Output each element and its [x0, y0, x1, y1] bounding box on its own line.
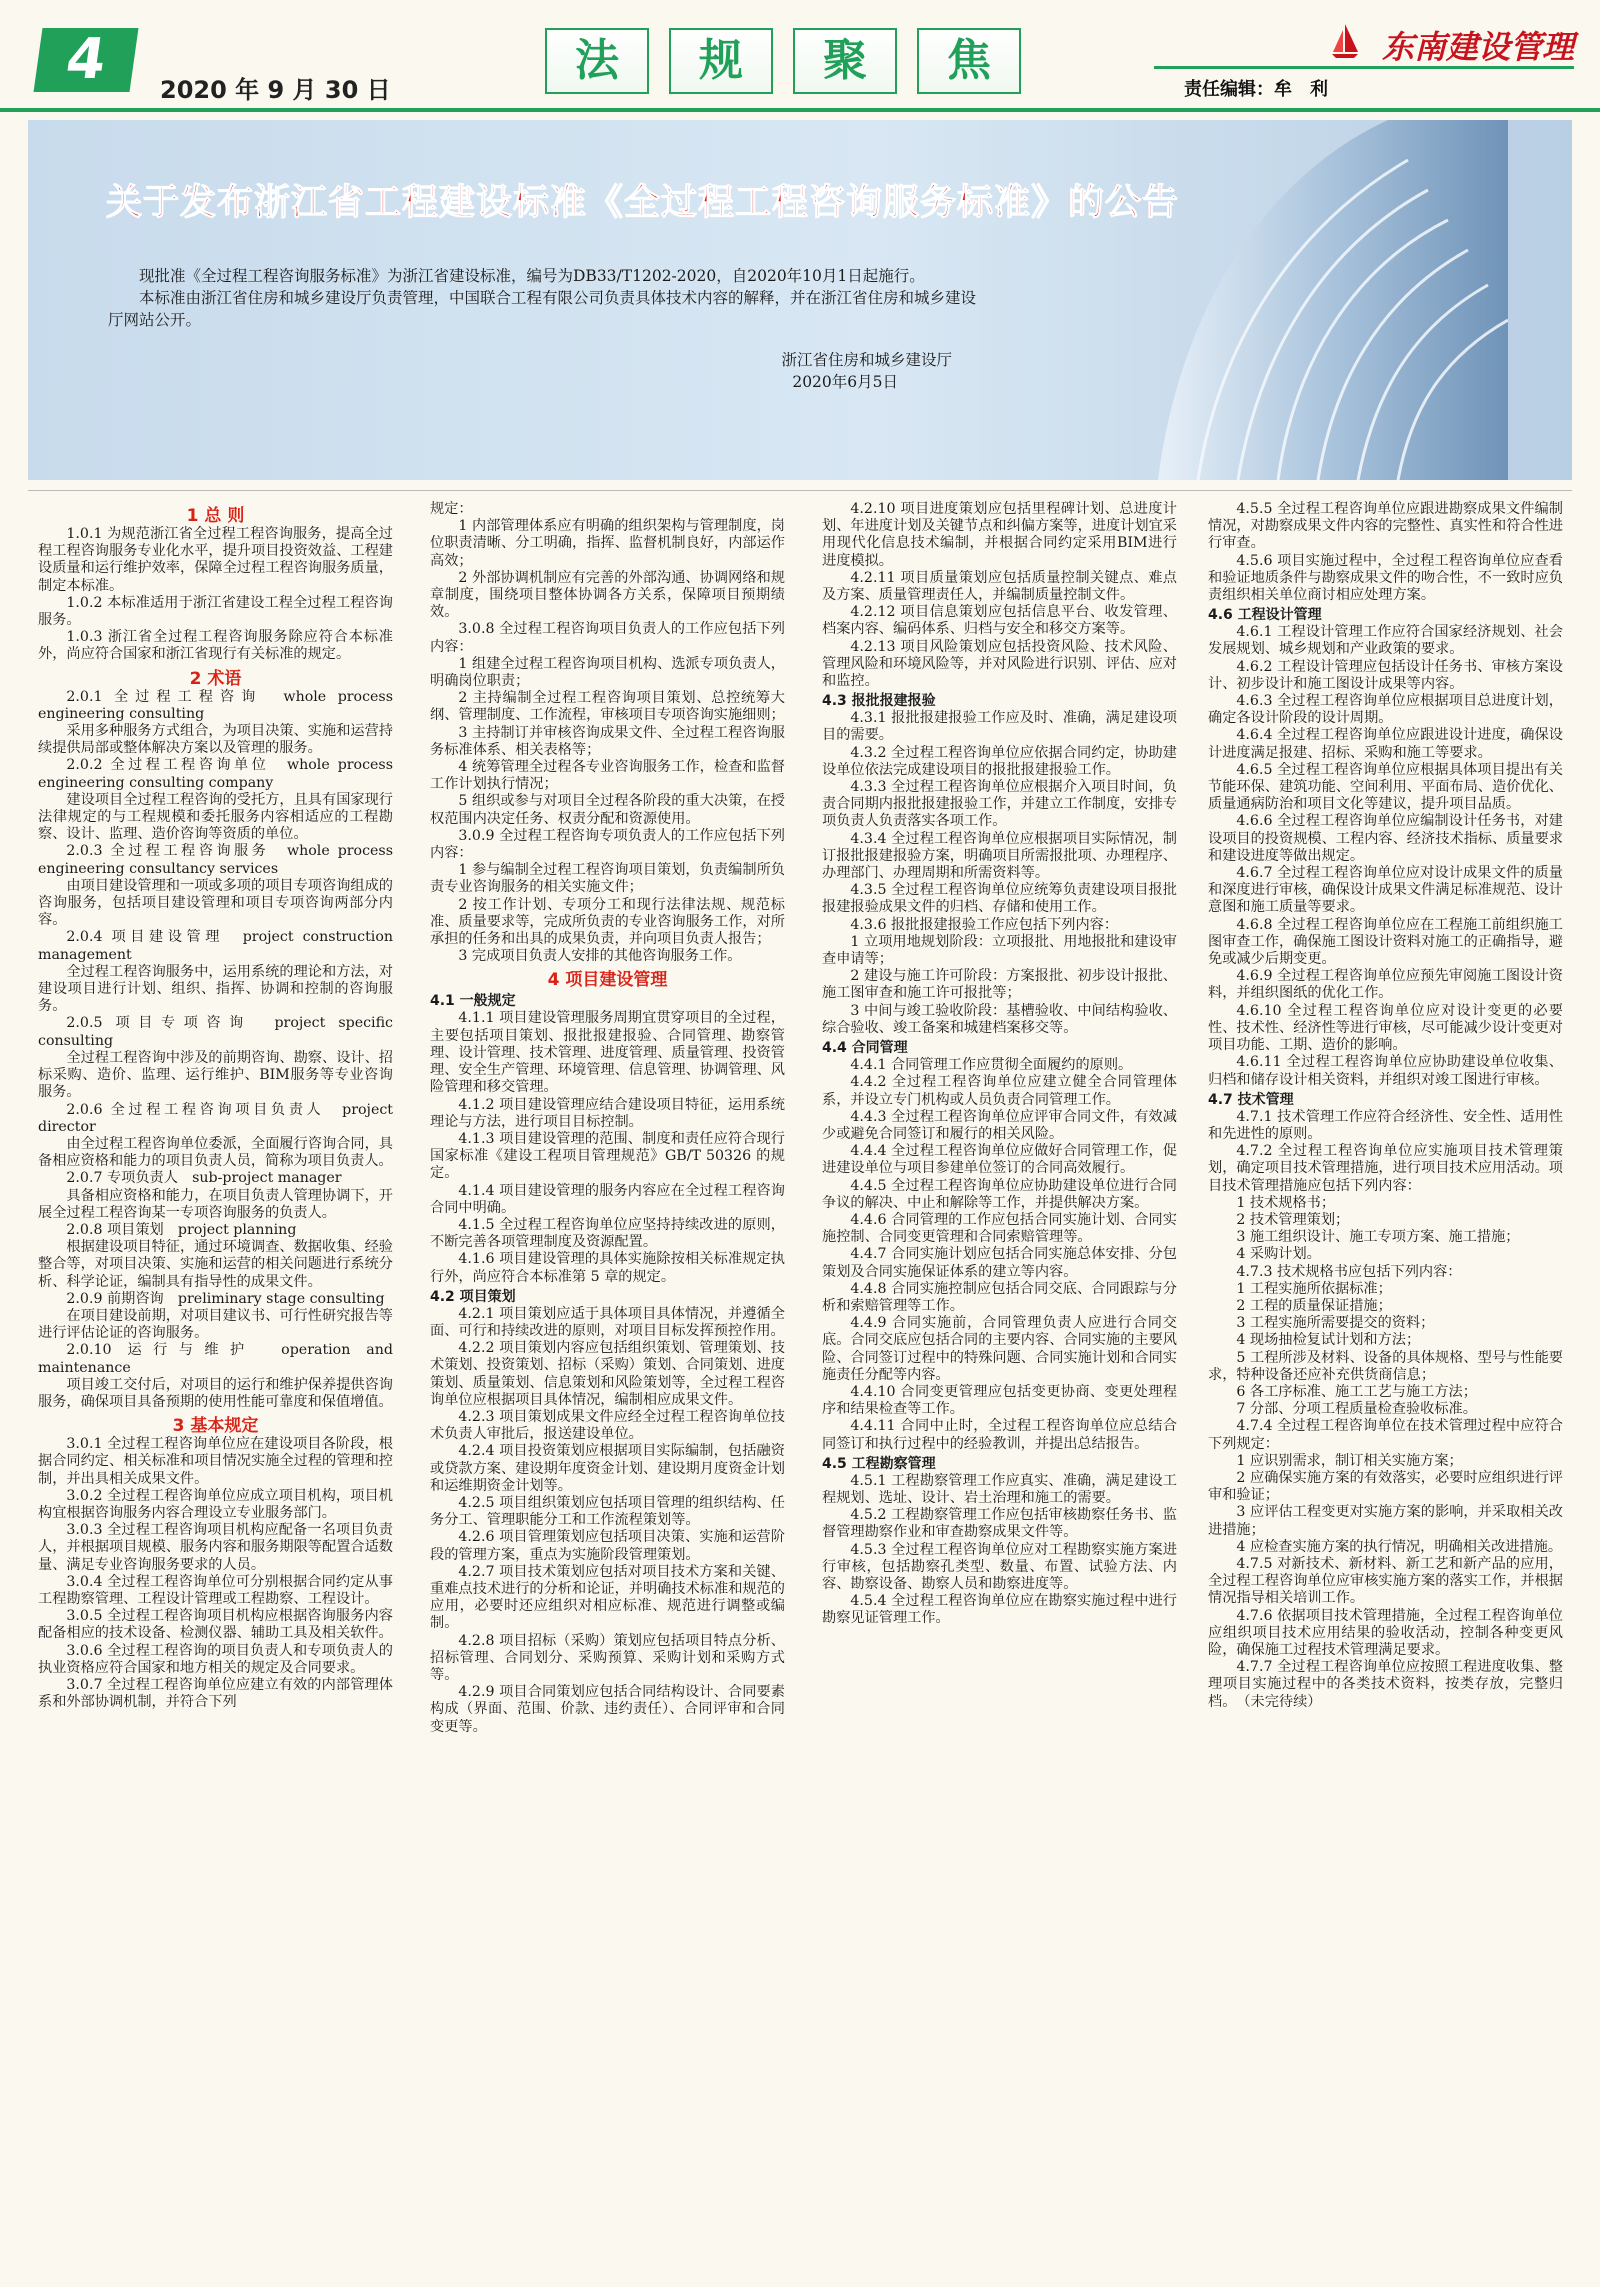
clause-text: 2.0.7 专项负责人 sub-project manager: [66, 1170, 342, 1187]
clause-text: 4.2.5 项目组织策划应包括项目管理的组织结构、任务分工、管理职能分工和工作流程策划等。: [430, 1494, 785, 1529]
clause-text: 4.6.1 工程设计管理工作应符合国家经济规划、社会发展规划、城乡规划和产业政策的要求。: [1208, 624, 1563, 658]
clause-text: 4.6.5 全过程工程咨询单位应根据具体项目提出有关节能环保、建筑功能、空间利用、平面布局、造价优化、质量通病防治和项目文化等建议，提升项目品质。: [1208, 761, 1563, 813]
clause-text: 2 应确保实施方案的有效落实，必要时应组织进行评审和验证；: [1208, 1469, 1563, 1504]
clause-text: 4.1.3 项目建设管理的范围、制度和责任应符合现行国家标准《建设工程项目管理规范》GB/T 50326 的规定。: [430, 1130, 785, 1182]
clause-text: 3 主持制订并审核咨询成果文件、全过程工程咨询服务标准体系、相关表格等；: [430, 724, 785, 758]
clause-text: 4.4.1 合同管理工作应贯彻全面履约的原则。: [850, 1057, 1133, 1074]
clause-text: 4.4.7 合同实施计划应包括合同实施总体安排、分包策划及合同实施保证体系的建立等内容。: [822, 1246, 1177, 1280]
clause-text: 建设项目全过程工程咨询的受托方，且具有国家现行法律规定的与工程规模和委托服务内容相适应的工程勘察、设计、监理、造价咨询等资质的单位。: [38, 791, 393, 843]
clause-text: 4.6.11 全过程工程咨询单位应协助建设单位收集、归档和储存设计相关资料，并组织对竣工图进行审核。: [1208, 1054, 1563, 1088]
clause-text: 3 中间与竣工验收阶段：基槽验收、中间结构验收、综合验收、竣工备案和城建档案移交等。: [822, 1002, 1177, 1036]
clause-text: 4.6.3 全过程工程咨询单位应根据项目总进度计划，确定各设计阶段的设计周期。: [1208, 693, 1563, 727]
clause-text: 4.4.2 全过程工程咨询单位应建立健全合同管理体系，并设立专门机构或人员负责合同管理工作。: [822, 1074, 1177, 1108]
clause-text: 4 现场抽检复试计划和方法；: [1236, 1332, 1421, 1349]
article-banner: [28, 120, 1572, 480]
clause-text: 4.6.2 工程设计管理应包括设计任务书、审核方案设计、初步设计和施工图设计成果等内容。: [1208, 658, 1563, 692]
clause-text: 1.0.1 为规范浙江省全过程工程咨询服务，提高全过程工程咨询服务专业化水平，提升项目投资效益、工程建设质量和运行维护效率，保障全过程工程咨询服务质量，制定本标准。: [38, 526, 393, 594]
clause-text: 3.0.1 全过程工程咨询单位应在建设项目各阶段，根据合同约定、相关标准和项目情况实施全过程的管理和控制，并出具相关成果文件。: [38, 1436, 393, 1487]
clause-text: 2 主持编制全过程工程咨询项目策划、总控统筹大纲、管理制度、工作流程，审核项目专项咨询实施细则；: [430, 690, 785, 724]
clause-text: 4.1.2 项目建设管理应结合建设项目特征，运用系统理论与方法，进行项目目标控制。: [430, 1096, 785, 1130]
chapter-heading: 4 项目建设管理: [547, 970, 668, 991]
clause-text: 3.0.3 全过程工程咨询项目机构应配备一名项目负责人，并根据项目规模、服务内容和服务期限等配置合适数量、满足专业咨询服务要求的人员。: [38, 1522, 393, 1573]
section-heading: 4.6 工程设计管理: [1208, 607, 1322, 624]
clause-text: 4.7.2 全过程工程咨询单位应实施项目技术管理策划，确定项目技术管理措施，进行项目技术应用活动。项目技术管理措施应包括下列内容：: [1208, 1143, 1563, 1194]
clause-text: 4.2.7 项目技术策划应包括对项目技术方案和关键、重难点技术进行的分析和论证，并明确技术标准和规范的应用，必要时还应组织对相应标准、规范进行调整或编制。: [430, 1563, 785, 1632]
clause-text: 2 按工作计划、专项分工和现行法律法规、规范标准、质量要求等，完成所负责的专业咨询服务工作，对所承担的任务和出具的成果负责，并向项目负责人报告；: [430, 896, 785, 948]
section-heading: 4.2 项目策划: [430, 1288, 516, 1305]
clause-text: 4.7.6 依据项目技术管理措施，全过程工程咨询单位应组织项目技术应用结果的验收活动，控制各种变更风险，确保施工过程技术管理满足要求。: [1208, 1607, 1563, 1658]
clause-text: 4.5.2 工程勘察管理工作应包括审核勘察任务书、监督管理勘察作业和审查勘察成果文件等。: [822, 1507, 1177, 1541]
clause-text: 4.5.5 全过程工程咨询单位应跟进勘察成果文件编制情况，对勘察成果文件内容的完整性、真实性和符合性进行审查。: [1208, 501, 1563, 552]
clause-text: 4.4.10 合同变更管理应包括变更协商、变更处理程序和结果检查等工作。: [822, 1383, 1177, 1418]
clause-text: 3.0.6 全过程工程咨询的项目负责人和专项负责人的执业资格应符合国家和地方相关的规定及合同要求。: [38, 1642, 393, 1676]
clause-text: 根据建设项目特征，通过环境调查、数据收集、经验整合等，对项目决策、实施和运营的相关问题进行系统分析、科学论证，编制具有指导性的成果文件。: [38, 1239, 393, 1290]
clause-text: 4.3.6 报批报建报验工作应包括下列内容：: [850, 916, 1119, 933]
clause-text: 2 技术管理策划；: [1236, 1211, 1350, 1228]
text-column-1: [38, 501, 393, 1711]
clause-text: 3.0.8 全过程工程咨询项目负责人的工作应包括下列内容：: [430, 621, 785, 655]
sail-logo-icon: [1328, 22, 1362, 58]
clause-text: 1 立项用地规划阶段：立项报批、用地报批和建设审查申请等；: [822, 933, 1177, 968]
chapter-heading: 2 术语: [189, 668, 242, 689]
clause-text: 3.0.9 全过程工程咨询专项负责人的工作应包括下列内容：: [430, 827, 785, 862]
clause-text: 规定：: [430, 501, 473, 517]
clause-text: 4.5.4 全过程工程咨询单位应在勘察实施过程中进行勘察见证管理工作。: [822, 1593, 1177, 1627]
clause-text: 2.0.1 全过程工程咨询 whole process engineering consulting: [38, 688, 393, 722]
section-heading: 4.3 报批报建报验: [822, 693, 936, 710]
clause-text: 4.4.6 合同管理的工作应包括合同实施计划、合同实施控制、合同变更管理和合同索赔管理等。: [822, 1211, 1177, 1246]
clause-text: 2.0.3 全过程工程咨询服务 whole process engineering consultancy services: [38, 843, 393, 877]
announcement-text: [108, 265, 988, 393]
chapter-heading: 3 基本规定: [172, 1416, 259, 1437]
clause-text: 4.7.5 对新技术、新材料、新工艺和新产品的应用，全过程工程咨询单位应审核实施方案的落实工作，并根据情况指导相关培训工作。: [1208, 1555, 1563, 1607]
clause-text: 1 应识别需求，制订相关实施方案；: [1236, 1452, 1463, 1469]
issuer: 浙江省住房和城乡建设厅: [781, 351, 952, 369]
clause-text: 1 参与编制全过程工程咨询项目策划，负责编制所负责专业咨询服务的相关实施文件；: [430, 862, 785, 896]
standard-body: [28, 490, 1572, 2276]
section-heading: 4.1 一般规定: [430, 993, 516, 1010]
clause-text: 4.4.5 全过程工程咨询单位应协助建设单位进行合同争议的解决、中止和解除等工作，并提供解决方案。: [822, 1177, 1177, 1211]
section-title: [545, 28, 1021, 94]
clause-text: 4.2.11 项目质量策划应包括质量控制关键点、难点及方案、质量管理责任人，并编制质量控制文件。: [822, 569, 1177, 604]
clause-text: 3 完成项目负责人安排的其他咨询服务工作。: [458, 948, 742, 965]
clause-text: 1.0.3 浙江省全过程工程咨询服务除应符合本标准外，尚应符合国家和浙江省现行有关标准的规定。: [38, 629, 393, 663]
clause-text: 由项目建设管理和一项或多项的项目专项咨询组成的咨询服务，包括项目建设管理和项目专项咨询两部分内容。: [38, 877, 393, 929]
clause-text: 2.0.5 项目专项咨询 project specific consulting: [38, 1015, 393, 1049]
clause-text: 4.1.4 项目建设管理的服务内容应在全过程工程咨询合同中明确。: [430, 1182, 785, 1216]
clause-text: 4.1.6 项目建设管理的具体实施除按相关标准规定执行外，尚应符合本标准第 5 章的规定。: [430, 1251, 785, 1285]
clause-text: 3.0.2 全过程工程咨询单位应成立项目机构，项目机构宜根据咨询服务内容合理设立专业服务部门。: [38, 1487, 393, 1521]
clause-text: 2.0.8 项目策划 project planning: [66, 1221, 297, 1238]
text-column-4: [1208, 501, 1563, 1711]
clause-text: 4 统筹管理全过程各专业咨询服务工作，检查和监督工作计划执行情况；: [430, 759, 785, 793]
page-number: 4: [34, 28, 139, 92]
clause-text: 4.6.8 全过程工程咨询单位应在工程施工前组织施工图审查工作，确保施工图设计资料对施工的正确指导，避免或减少后期变更。: [1208, 916, 1563, 968]
clause-text: 4.6.9 全过程工程咨询单位应预先审阅施工图设计资料，并组织图纸的优化工作。: [1208, 968, 1563, 1002]
clause-text: 2 工程的质量保证措施；: [1236, 1297, 1392, 1314]
issue-date-signature: 2020年6月5日: [792, 373, 898, 391]
clause-text: 4.2.4 项目投资策划应根据项目实际编制，包括融资或贷款方案、建设期年度资金计划、建设期月度资金计划和运维期资金计划等。: [430, 1443, 785, 1494]
clause-text: 1 内部管理体系应有明确的组织架构与管理制度，岗位职责清晰、分工明确，指挥、监督机制良好，内部运作高效；: [430, 518, 785, 569]
clause-text: 4.1.1 项目建设管理服务周期宜贯穿项目的全过程，主要包括项目策划、报批报建报验、合同管理、勘察管理、设计管理、技术管理、进度管理、质量管理、投资管理、安全生产管理、环境管理、信息管理、协调管理、风险管理和移交管理。: [430, 1010, 785, 1096]
clause-text: 4.2.12 项目信息策划应包括信息平台、收发管理、档案内容、编码体系、归档与安全和移交方案等。: [822, 604, 1177, 638]
chapter-heading: 1 总 则: [186, 506, 245, 526]
clause-text: 1.0.2 本标准适用于浙江省建设工程全过程工程咨询服务。: [38, 594, 393, 629]
clause-text: 4.4.9 合同实施前，合同管理负责人应进行合同交底。合同交底应包括合同的主要内容、合同实施的主要风险、合同签订过程中的特殊问题、合同实施计划和合同实施责任分配等内容。: [822, 1315, 1177, 1383]
clause-text: 4.5.1 工程勘察管理工作应真实、准确，满足建设工程规划、选址、设计、岩土治理和施工的需要。: [822, 1472, 1177, 1506]
clause-text: 4.6.6 全过程工程咨询单位应编制设计任务书，对建设项目的投资规模、工程内容、经济技术指标、质量要求和建设进度等做出规定。: [1208, 813, 1563, 864]
clause-text: 2 建设与施工许可阶段：方案报批、初步设计报批、施工图审查和施工许可报批等；: [822, 968, 1177, 1002]
clause-text: 4.7.7 全过程工程咨询单位应按照工程进度收集、整理项目实施过程中的各类技术资料，按类存放，完整归档。 （未完待续）: [1208, 1659, 1563, 1710]
clause-text: 4.5.3 全过程工程咨询单位应对工程勘察实施方案进行审核，包括勘察孔类型、数量、布置、试验方法、内容、勘察设备、勘察人员和勘察进度等。: [822, 1541, 1177, 1592]
clause-text: 4 采购计划。: [1236, 1246, 1321, 1263]
clause-text: 4.2.6 项目管理策划应包括项目决策、实施和运营阶段的管理方案，重点为实施阶段管理策划。: [430, 1529, 785, 1563]
section-heading: 4.5 工程勘察管理: [822, 1455, 936, 1472]
clause-text: 4.2.3 项目策划成果文件应经全过程工程咨询单位技术负责人审批后，报送建设单位。: [430, 1408, 785, 1443]
section-heading: 4.7 技术管理: [1208, 1091, 1294, 1108]
clause-text: 4.1.5 全过程工程咨询单位应坚持持续改进的原则，不断完善各项管理制度及资源配置。: [430, 1216, 785, 1251]
clause-text: 1 组建全过程工程咨询项目机构、选派专项负责人，明确岗位职责；: [430, 655, 785, 690]
clause-text: 4.4.4 全过程工程咨询单位应做好合同管理工作，促进建设单位与项目参建单位签订的合同高效履行。: [822, 1143, 1177, 1177]
clause-text: 1 技术规格书；: [1236, 1194, 1336, 1211]
clause-text: 7 分部、分项工程质量检查验收标准。: [1236, 1401, 1477, 1418]
text-column-2: [430, 501, 785, 1736]
newspaper-brand: 东南建设管理: [1381, 28, 1574, 66]
announcement-paragraph: 本标准由浙江省住房和城乡建设厅负责管理，中国联合工程有限公司负责具体技术内容的解释，并在浙江省住房和城乡建设厅网站公开。: [108, 289, 977, 329]
text-column-3: [822, 501, 1177, 1628]
clause-text: 2 外部协调机制应有完善的外部沟通、协调网络和规章制度，围绕项目整体协调各方关系，保障项目预期绩效。: [430, 569, 785, 621]
editor-bar: [1154, 66, 1574, 99]
masthead: [0, 0, 1600, 112]
clause-text: 全过程工程咨询中涉及的前期咨询、勘察、设计、招标采购、造价、监理、运行维护、BIM服务等专业咨询服务。: [38, 1049, 393, 1101]
clause-text: 采用多种服务方式组合，为项目决策、实施和运营持续提供局部或整体解决方案以及管理的服务。: [38, 723, 393, 757]
clause-text: 4.2.13 项目风险策划应包括投资风险、技术风险、管理风险和环境风险等，并对风险进行识别、评估、应对和监控。: [822, 638, 1177, 690]
clause-text: 4.3.1 报批报建报验工作应及时、准确，满足建设项目的需要。: [822, 710, 1177, 744]
clause-text: 由全过程工程咨询单位委派，全面履行咨询合同，具备相应资格和能力的项目负责人员，简称为项目负责人。: [38, 1135, 393, 1170]
clause-text: 4.6.7 全过程工程咨询单位应对设计成果文件的质量和深度进行审核，确保设计成果文件满足标准规范、设计意图和施工质量等要求。: [1208, 865, 1563, 916]
section-char-4: 焦: [917, 28, 1021, 94]
clause-text: 4.3.4 全过程工程咨询单位应根据项目实际情况，制订报批报建报验方案，明确项目所需报批项、办理程序、办理部门、办理周期和所需资料等。: [822, 830, 1177, 882]
clause-text: 3 应评估工程变更对实施方案的影响，并采取相关改进措施；: [1208, 1504, 1563, 1538]
clause-text: 全过程工程咨询服务中，运用系统的理论和方法，对建设项目进行计划、组织、指挥、协调和控制的咨询服务。: [38, 963, 393, 1015]
clause-text: 4.2.10 项目进度策划应包括里程碑计划、总进度计划、年进度计划及关键节点和纠偏方案等，进度计划宜采用现代化信息技术编制，并根据合同约定采用BIM进行进度模拟。: [822, 501, 1177, 569]
article-title: 关于发布浙江省工程建设标准《全过程工程咨询服务标准》的公告: [106, 182, 1180, 223]
clause-text: 4.4.11 合同中止时，全过程工程咨询单位应总结合同签订和执行过程中的经验教训，并提出总结报告。: [822, 1418, 1177, 1452]
clause-text: 4.2.1 项目策划应适于具体项目具体情况，并遵循全面、可行和持续改进的原则，对项目目标发挥预控作用。: [430, 1305, 785, 1339]
clause-text: 2.0.9 前期咨询 preliminary stage consulting: [66, 1290, 385, 1307]
clause-text: 3.0.5 全过程工程咨询项目机构应根据咨询服务内容配备相应的技术设备、检测仪器、辅助工具及相关软件。: [38, 1608, 393, 1642]
clause-text: 4.7.4 全过程工程咨询单位在技术管理过程中应符合下列规定：: [1208, 1418, 1563, 1452]
announcement-paragraph: 现批准《全过程工程咨询服务标准》为浙江省建设标准，编号为DB33/T1202-2020，自2020年10月1日起施行。: [139, 267, 925, 285]
clause-text: 在项目建设前期，对项目建议书、可行性研究报告等进行评估论证的咨询服务。: [38, 1307, 393, 1342]
clause-text: 4 应检查实施方案的执行情况，明确相关改进措施。: [1236, 1538, 1563, 1555]
section-char-2: 规: [669, 28, 773, 94]
clause-text: 2.0.2 全过程工程咨询单位 whole process engineering consulting company: [38, 757, 393, 791]
clause-text: 6 各工序标准、施工工艺与施工方法；: [1236, 1383, 1477, 1400]
clause-text: 3.0.4 全过程工程咨询单位可分别根据合同约定从事工程勘察管理、工程设计管理或工程勘察、工程设计。: [38, 1573, 393, 1607]
clause-text: 4.4.8 合同实施控制应包括合同交底、合同跟踪与分析和索赔管理等工作。: [822, 1280, 1177, 1314]
clause-text: 1 工程实施所依据标准；: [1236, 1280, 1392, 1297]
clause-text: 4.3.3 全过程工程咨询单位应根据介入项目时间，负责合同期内报批报建报验工作，并建立工作制度，安排专项负责人负责落实各项工作。: [822, 779, 1177, 830]
clause-text: 4.2.9 项目合同策划应包括合同结构设计、合同要素构成（界面、范围、价款、违约责任）、合同评审和合同变更等。: [430, 1684, 785, 1735]
clause-text: 2.0.6 全过程工程咨询项目负责人 project director: [38, 1101, 393, 1135]
clause-text: 4.6.4 全过程工程咨询单位应跟进设计进度，确保设计进度满足报建、招标、采购和施工等要求。: [1208, 727, 1563, 761]
clause-text: 4.4.3 全过程工程咨询单位应评审合同文件，有效减少或避免合同签订和履行的相关风险。: [822, 1108, 1177, 1142]
clause-text: 3 施工组织设计、施工专项方案、施工措施；: [1236, 1229, 1520, 1246]
clause-text: 项目竣工交付后，对项目的运行和维护保养提供咨询服务，确保项目具备预期的使用性能可靠度和保值增值。: [38, 1376, 393, 1410]
clause-text: 4.7.1 技术管理工作应符合经济性、安全性、适用性和先进性的原则。: [1208, 1108, 1563, 1142]
issue-date: 2020 年 9 月 30 日: [160, 76, 391, 104]
section-char-1: 法: [545, 28, 649, 94]
editor-credit: 责任编辑：牟 利: [1184, 79, 1328, 100]
clause-text: 4.7.3 技术规格书应包括下列内容：: [1236, 1263, 1462, 1280]
section-heading: 4.4 合同管理: [822, 1040, 908, 1057]
clause-text: 5 工程所涉及材料、设备的具体规格、型号与性能要求，特种设备还应补充供货商信息；: [1208, 1349, 1563, 1383]
clause-text: 4.6.10 全过程工程咨询单位应对设计变更的必要性、技术性、经济性等进行审核，尽可能减少设计变更对项目功能、工期、造价的影响。: [1208, 1002, 1563, 1054]
clause-text: 2.0.10 运行与维护 operation and maintenance: [38, 1342, 393, 1376]
section-char-3: 聚: [793, 28, 897, 94]
clause-text: 5 组织或参与对项目全过程各阶段的重大决策，在授权范围内决定任务、权责分配和资源使用。: [430, 793, 785, 827]
clause-text: 4.2.8 项目招标（采购）策划应包括项目特点分析、招标管理、合同划分、采购预算、采购计划和采购方式等。: [430, 1632, 785, 1683]
clause-text: 4.5.6 项目实施过程中，全过程工程咨询单位应查看和验证地质条件与勘察成果文件的吻合性，不一致时应负责组织相关单位商讨相应处理方案。: [1208, 552, 1563, 604]
clause-text: 4.2.2 项目策划内容应包括组织策划、管理策划、技术策划、投资策划、招标（采购）策划、合同策划、进度策划、质量策划、信息策划和风险策划等，全过程工程咨询单位应根据项目具体情况，编制相应成果文件。: [430, 1340, 785, 1408]
clause-text: 3 工程实施所需要提交的资料；: [1236, 1315, 1435, 1332]
clause-text: 4.3.2 全过程工程咨询单位应依据合同约定，协助建设单位依法完成建设项目的报批报建报验工作。: [822, 744, 1177, 778]
clause-text: 3.0.7 全过程工程咨询单位应建立有效的内部管理体系和外部协调机制，并符合下列: [38, 1677, 393, 1711]
clause-text: 具备相应资格和能力，在项目负责人管理协调下，开展全过程工程咨询某一专项咨询服务的负责人。: [38, 1187, 393, 1221]
clause-text: 2.0.4 项目建设管理 project construction management: [38, 929, 393, 963]
clause-text: 4.3.5 全过程工程咨询单位应统筹负责建设项目报批报建报验成果文件的归档、存储和使用工作。: [822, 882, 1177, 916]
